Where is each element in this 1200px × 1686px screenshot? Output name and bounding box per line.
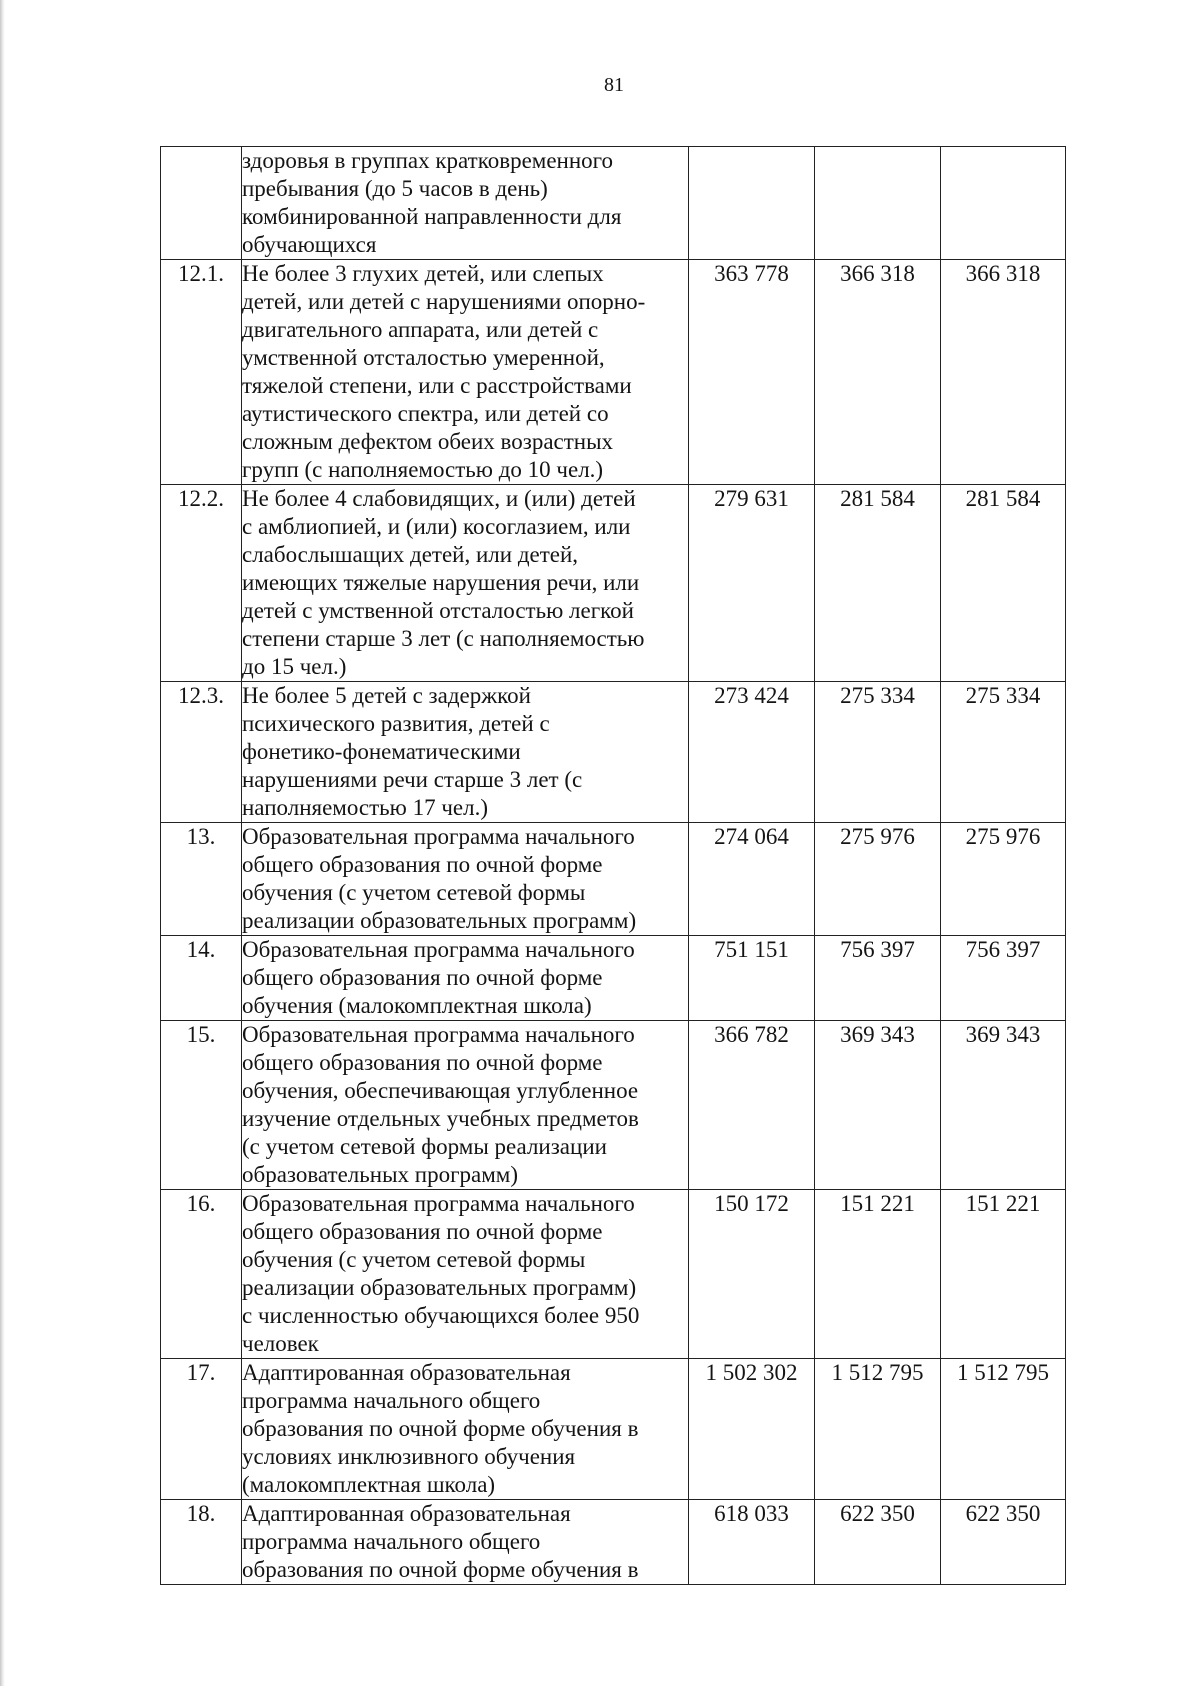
row-description [242, 1021, 689, 1190]
value-year-3: 275 976 [941, 823, 1066, 936]
row-description [242, 1359, 689, 1500]
description-line: сложным дефектом обеих возрастных [242, 429, 614, 454]
value-year-3: 281 584 [941, 485, 1066, 682]
description-line: слабослышащих детей, или детей, [242, 542, 579, 567]
description-line: общего образования по очной форме [242, 965, 603, 990]
description-line: обучения, обеспечивающая углубленное [242, 1078, 639, 1103]
description-line: образования по очной форме обучения в [242, 1416, 639, 1441]
row-number: 16. [161, 1190, 242, 1359]
value-year-2: 151 221 [815, 1190, 941, 1359]
value-year-2: 275 334 [815, 682, 941, 823]
description-line: изучение отдельных учебных предметов [242, 1106, 639, 1131]
description-line: Не более 4 слабовидящих, и (или) детей [242, 486, 636, 511]
value-year-2: 275 976 [815, 823, 941, 936]
description-line: Не более 3 глухих детей, или слепых [242, 261, 604, 286]
row-description [242, 1190, 689, 1359]
description-line: Образовательная программа начального [242, 1022, 635, 1047]
description-line: степени старше 3 лет (с наполняемостью [242, 626, 645, 651]
value-year-1: 363 778 [689, 260, 815, 485]
scan-edge [0, 0, 5, 1686]
table-row [161, 260, 1066, 485]
value-year-1: 274 064 [689, 823, 815, 936]
value-year-2: 369 343 [815, 1021, 941, 1190]
row-description [242, 485, 689, 682]
value-year-1: 366 782 [689, 1021, 815, 1190]
row-number: 17. [161, 1359, 242, 1500]
description-line: с численностью обучающихся более 950 [242, 1303, 640, 1328]
description-line: комбинированной направленности для [242, 204, 622, 229]
table-row [161, 147, 1066, 260]
description-line: (с учетом сетевой формы реализации [242, 1134, 607, 1159]
description-line: психического развития, детей с [242, 711, 550, 736]
value-year-2 [815, 147, 941, 260]
description-line: двигательного аппарата, или детей с [242, 317, 599, 342]
table-row [161, 1190, 1066, 1359]
description-line: пребывания (до 5 часов в день) [242, 176, 548, 201]
description-line: нарушениями речи старше 3 лет (с [242, 767, 583, 792]
table-row [161, 823, 1066, 936]
value-year-3: 756 397 [941, 936, 1066, 1021]
description-line: Образовательная программа начального [242, 824, 635, 849]
description-line: человек [242, 1331, 319, 1356]
row-number: 12.3. [161, 682, 242, 823]
value-year-2: 622 350 [815, 1500, 941, 1585]
page-number: 81 [604, 74, 624, 96]
row-number: 18. [161, 1500, 242, 1585]
description-line: с амблиопией, и (или) косоглазием, или [242, 514, 631, 539]
description-line: Адаптированная образовательная [242, 1501, 571, 1526]
value-year-3: 275 334 [941, 682, 1066, 823]
description-line: общего образования по очной форме [242, 852, 603, 877]
value-year-3: 366 318 [941, 260, 1066, 485]
table-row [161, 1021, 1066, 1190]
description-line: обучения (с учетом сетевой формы [242, 880, 586, 905]
description-line: (малокомплектная школа) [242, 1472, 496, 1497]
table-row [161, 1500, 1066, 1585]
value-year-1: 273 424 [689, 682, 815, 823]
row-number: 15. [161, 1021, 242, 1190]
description-line: имеющих тяжелые нарушения речи, или [242, 570, 640, 595]
row-description [242, 936, 689, 1021]
description-line: Не более 5 детей с задержкой [242, 683, 531, 708]
value-year-2: 1 512 795 [815, 1359, 941, 1500]
description-line: Образовательная программа начального [242, 1191, 635, 1216]
value-year-2: 281 584 [815, 485, 941, 682]
description-line: реализации образовательных программ) [242, 908, 637, 933]
description-line: тяжелой степени, или с расстройствами [242, 373, 632, 398]
row-number: 13. [161, 823, 242, 936]
description-line: наполняемостью 17 чел.) [242, 795, 489, 820]
value-year-1: 1 502 302 [689, 1359, 815, 1500]
value-year-3: 151 221 [941, 1190, 1066, 1359]
tariff-table [160, 146, 1066, 1585]
description-line: здоровья в группах кратковременного [242, 148, 614, 173]
description-line: обучения (малокомплектная школа) [242, 993, 592, 1018]
value-year-3 [941, 147, 1066, 260]
description-line: общего образования по очной форме [242, 1219, 603, 1244]
description-line: Образовательная программа начального [242, 937, 635, 962]
row-description [242, 823, 689, 936]
row-number: 14. [161, 936, 242, 1021]
row-description [242, 682, 689, 823]
description-line: детей, или детей с нарушениями опорно- [242, 289, 646, 314]
value-year-1: 618 033 [689, 1500, 815, 1585]
row-description [242, 260, 689, 485]
table-row [161, 936, 1066, 1021]
value-year-3: 622 350 [941, 1500, 1066, 1585]
description-line: образовательных программ) [242, 1162, 518, 1187]
description-line: общего образования по очной форме [242, 1050, 603, 1075]
description-line: обучающихся [242, 232, 377, 257]
description-line: аутистического спектра, или детей со [242, 401, 609, 426]
description-line: групп (с наполняемостью до 10 чел.) [242, 457, 604, 482]
value-year-2: 366 318 [815, 260, 941, 485]
table-row [161, 682, 1066, 823]
row-description [242, 1500, 689, 1585]
description-line: умственной отсталостью умеренной, [242, 345, 605, 370]
value-year-3: 369 343 [941, 1021, 1066, 1190]
description-line: обучения (с учетом сетевой формы [242, 1247, 586, 1272]
value-year-2: 756 397 [815, 936, 941, 1021]
row-number: 12.1. [161, 260, 242, 485]
description-line: программа начального общего [242, 1388, 541, 1413]
description-line: реализации образовательных программ) [242, 1275, 637, 1300]
value-year-1: 150 172 [689, 1190, 815, 1359]
description-line: Адаптированная образовательная [242, 1360, 571, 1385]
table-row [161, 1359, 1066, 1500]
value-year-1: 751 151 [689, 936, 815, 1021]
row-number [161, 147, 242, 260]
description-line: фонетико-фонематическими [242, 739, 521, 764]
table-body [161, 147, 1066, 1585]
table-row [161, 485, 1066, 682]
value-year-1 [689, 147, 815, 260]
value-year-3: 1 512 795 [941, 1359, 1066, 1500]
description-line: до 15 чел.) [242, 654, 347, 679]
value-year-1: 279 631 [689, 485, 815, 682]
row-number: 12.2. [161, 485, 242, 682]
description-line: программа начального общего [242, 1529, 541, 1554]
description-line: образования по очной форме обучения в [242, 1557, 639, 1582]
description-line: детей с умственной отсталостью легкой [242, 598, 634, 623]
row-description [242, 147, 689, 260]
description-line: условиях инклюзивного обучения [242, 1444, 576, 1469]
